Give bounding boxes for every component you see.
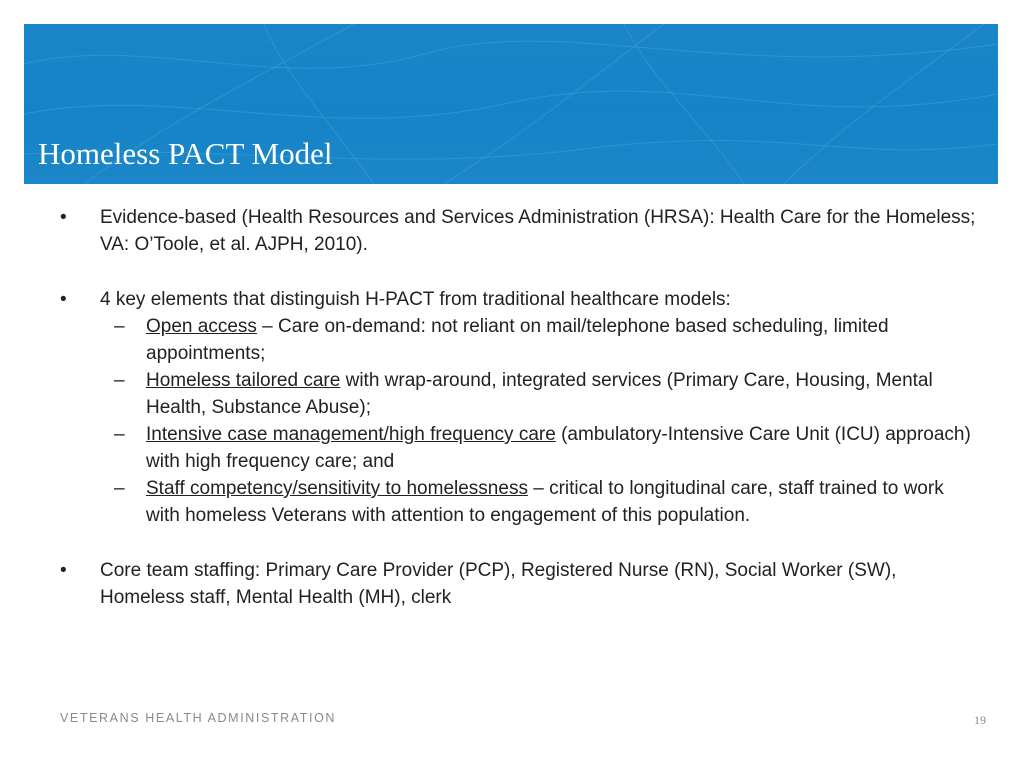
bullet-mark: •	[60, 207, 67, 228]
bullet-text: Evidence-based (Health Resources and Services Administration (HRSA): Health Care for the Homeless; VA: O’Toole, et al. AJPH, 2010).	[100, 207, 976, 255]
bullet-key-elements	[56, 286, 976, 313]
bullet-core-team	[56, 557, 976, 611]
sub-bullet-text: – Care on-demand: not reliant on mail/telephone based scheduling, limited appointments;	[146, 316, 889, 364]
banner-divider	[24, 184, 998, 187]
bullet-text: Core team staffing: Primary Care Provider (PCP), Registered Nurse (RN), Social Worker (SW), Homeless staff, Mental Health (MH), clerk	[100, 560, 897, 608]
sub-bullet-text: with wrap-around, integrated services (Primary Care, Housing, Mental Health, Substance Abuse);	[146, 370, 933, 418]
sub-bullet-case-management	[56, 421, 976, 475]
sub-bullet-mark: –	[114, 424, 125, 445]
bullet-evidence	[56, 204, 976, 258]
sub-bullet-label: Homeless tailored care	[146, 370, 341, 391]
spacer	[56, 258, 976, 286]
slide-body	[56, 204, 976, 611]
sub-bullet-mark: –	[114, 370, 125, 391]
bullet-mark: •	[60, 560, 67, 581]
sub-bullet-text: – critical to longitudinal care, staff trained to work with homeless Veterans with attention to engagement of this population.	[146, 478, 944, 526]
page-number: 19	[974, 713, 986, 727]
slide-title: Homeless PACT Model	[38, 136, 333, 171]
sub-bullet-label: Open access	[146, 316, 257, 337]
footer-organization: VETERANS HEALTH ADMINISTRATION	[60, 711, 337, 725]
sub-bullet-tailored-care	[56, 367, 976, 421]
sub-bullet-label: Staff competency/sensitivity to homelessness	[146, 478, 528, 499]
title-banner	[24, 24, 998, 184]
sub-bullet-staff-competency	[56, 475, 976, 529]
sub-bullet-mark: –	[114, 478, 125, 499]
spacer	[56, 529, 976, 557]
sub-bullet-open-access	[56, 313, 976, 367]
sub-bullet-label: Intensive case management/high frequency care	[146, 424, 556, 445]
bullet-text: 4 key elements that distinguish H-PACT from traditional healthcare models:	[100, 289, 731, 310]
bullet-mark: •	[60, 289, 67, 310]
sub-bullet-text: (ambulatory-Intensive Care Unit (ICU) approach) with high frequency care; and	[146, 424, 971, 472]
sub-bullet-mark: –	[114, 316, 125, 337]
